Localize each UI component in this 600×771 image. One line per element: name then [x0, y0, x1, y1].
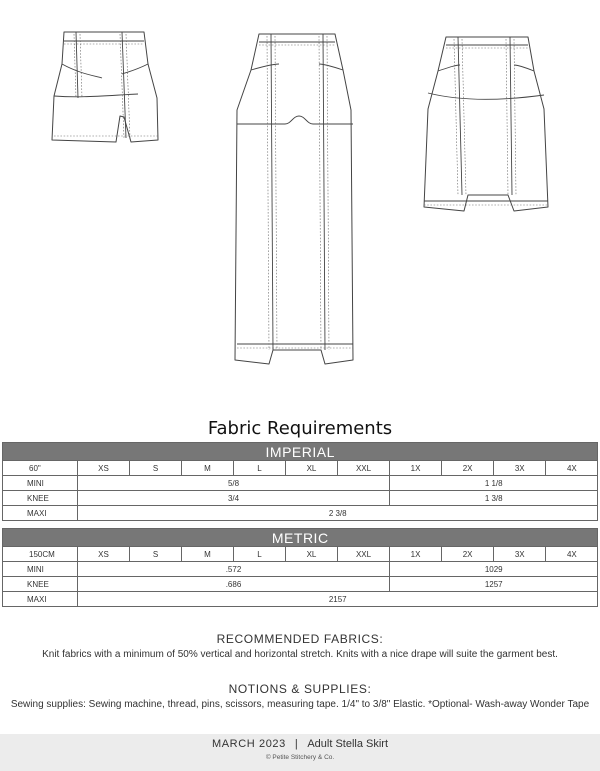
- size-header: XS: [78, 461, 130, 476]
- size-header: 2X: [442, 547, 494, 562]
- row-label: MINI: [3, 476, 78, 491]
- footer-line: [0, 738, 600, 750]
- notions-heading: NOTIONS & SUPPLIES:: [228, 682, 372, 696]
- page-title: Fabric Requirements: [207, 418, 393, 439]
- standard-size-value: .572: [78, 562, 390, 577]
- unit-label: 60": [3, 461, 78, 476]
- row-label: KNEE: [3, 577, 78, 592]
- size-header: XS: [78, 547, 130, 562]
- size-header: M: [182, 461, 234, 476]
- maxi-skirt-drawing: [225, 30, 375, 370]
- table-band: [3, 529, 598, 547]
- size-header: S: [130, 461, 182, 476]
- standard-size-value: 3/4: [78, 491, 390, 506]
- row-label: MAXI: [3, 506, 78, 521]
- all-size-value: 2 3/8: [78, 506, 598, 521]
- table-band: [3, 443, 598, 461]
- standard-size-value: 5/8: [78, 476, 390, 491]
- size-header: L: [234, 547, 286, 562]
- mini-skirt-drawing: [40, 28, 170, 148]
- table-row: [3, 592, 598, 607]
- size-header: 4X: [546, 461, 598, 476]
- metric-table: [2, 528, 598, 607]
- table-row: [3, 506, 598, 521]
- size-header: XXL: [338, 547, 390, 562]
- footer-date: MARCH 2023: [211, 738, 286, 750]
- standard-size-value: .686: [78, 577, 390, 592]
- footer-copyright: © Petite Stitchery & Co.: [265, 754, 335, 761]
- recommended-fabrics-text: Knit fabrics with a minimum of 50% vertical and horizontal stretch. Knits with a nice drape will suite the garment best.: [42, 649, 558, 660]
- plus-size-value: 1257: [390, 577, 598, 592]
- size-header-row: [3, 461, 598, 476]
- table-row: [3, 577, 598, 592]
- plus-size-value: 1029: [390, 562, 598, 577]
- size-header: 2X: [442, 461, 494, 476]
- plus-size-value: 1 1/8: [390, 476, 598, 491]
- size-header: XL: [286, 547, 338, 562]
- all-size-value: 2157: [78, 592, 598, 607]
- size-header-row: [3, 547, 598, 562]
- footer-pattern-name: Adult Stella Skirt: [307, 738, 389, 750]
- footer-separator: |: [294, 738, 299, 750]
- size-header: 3X: [494, 461, 546, 476]
- imperial-table: [2, 442, 598, 521]
- recommended-fabrics-section: [0, 632, 600, 662]
- footer: [0, 734, 600, 771]
- table-row: [3, 476, 598, 491]
- unit-label: 150CM: [3, 547, 78, 562]
- plus-size-value: 1 3/8: [390, 491, 598, 506]
- notions-text: Sewing supplies: Sewing machine, thread, pins, scissors, measuring tape. 1/4" to 3/8" Elastic. *Optional- Wash-away Wonder Tape: [10, 699, 590, 710]
- size-header: XXL: [338, 461, 390, 476]
- size-header: 1X: [390, 461, 442, 476]
- row-label: MAXI: [3, 592, 78, 607]
- size-header: 4X: [546, 547, 598, 562]
- metric-band: METRIC: [3, 529, 598, 547]
- size-header: 1X: [390, 547, 442, 562]
- row-label: MINI: [3, 562, 78, 577]
- imperial-band: IMPERIAL: [3, 443, 598, 461]
- table-row: [3, 562, 598, 577]
- table-row: [3, 491, 598, 506]
- notions-section: [0, 682, 600, 712]
- row-label: KNEE: [3, 491, 78, 506]
- size-header: M: [182, 547, 234, 562]
- knee-skirt-drawing: [420, 35, 555, 220]
- size-header: 3X: [494, 547, 546, 562]
- size-header: XL: [286, 461, 338, 476]
- size-header: L: [234, 461, 286, 476]
- recommended-fabrics-heading: RECOMMENDED FABRICS:: [216, 632, 384, 646]
- size-header: S: [130, 547, 182, 562]
